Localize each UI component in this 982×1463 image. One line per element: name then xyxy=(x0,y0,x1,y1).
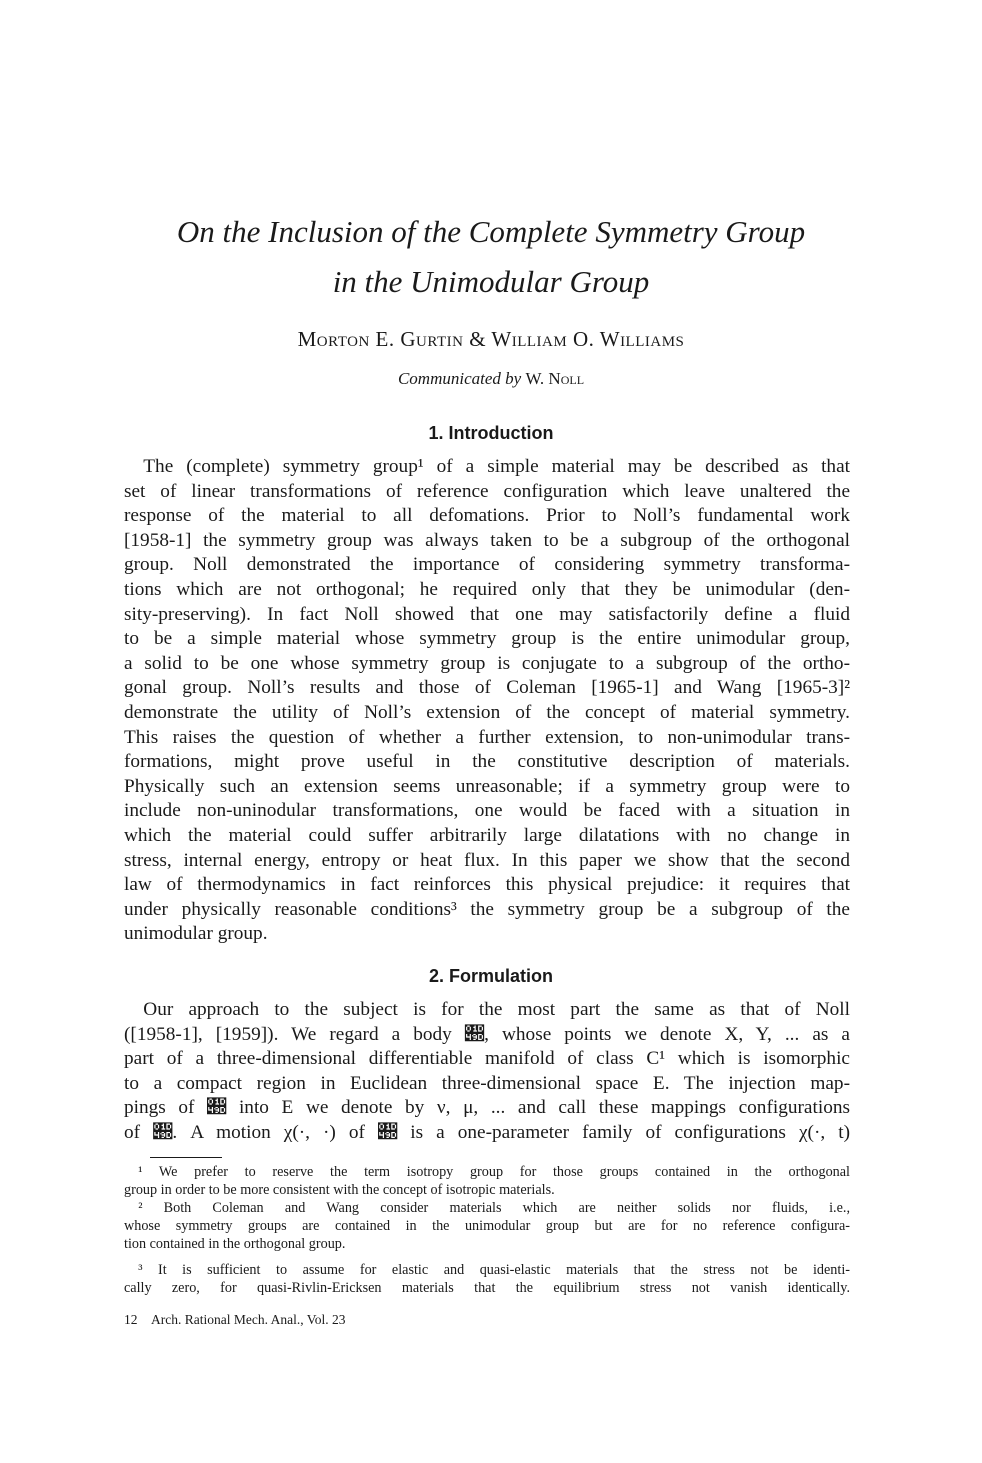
body-line: gonal group. Noll’s results and those of Coleman [1965-1] and Wang [1965-3]² xyxy=(124,677,850,699)
title-line-1: On the Inclusion of the Complete Symmetry Group xyxy=(176,214,806,249)
journal-footer: 12 Arch. Rational Mech. Anal., Vol. 23 xyxy=(124,1312,346,1327)
section-heading-introduction: 1. Introduction xyxy=(428,423,554,443)
body-line: under physically reasonable conditions³ the symmetry group be a subgroup of the xyxy=(124,898,850,920)
body-line: pings of 𝒝 into E we denote by ν, μ, ... and call these mappings configurations xyxy=(124,1097,850,1119)
authors: Morton E. Gurtin & William O. Williams xyxy=(297,327,685,351)
body-line: tions which are not orthogonal; he required only that they be unimodular (den- xyxy=(124,578,850,600)
footnote-line: cally zero, for quasi-Rivlin-Ericksen materials that the equilibrium stress not vanish identically. xyxy=(124,1280,850,1296)
body-line: to a compact region in Euclidean three-dimensional space E. The injection map- xyxy=(124,1072,850,1094)
footnote-line: group in order to be more consistent with the concept of isotropic materials. xyxy=(124,1182,555,1198)
body-line: Physically such an extension seems unreasonable; if a symmetry group were to xyxy=(124,775,850,797)
body-line: a solid to be one whose symmetry group is conjugate to a subgroup of the ortho- xyxy=(124,652,850,674)
body-line: set of linear transformations of reference configuration which leave unaltered the xyxy=(124,480,850,502)
body-line: which the material could suffer arbitrarily large dilatations with no change in xyxy=(124,824,850,846)
body-line: Our approach to the subject is for the most part the same as that of Noll xyxy=(124,999,850,1020)
footnote-separator xyxy=(150,1157,222,1158)
communicated-by xyxy=(100,369,882,389)
footnote-line: ³ It is sufficient to assume for elastic and quasi-elastic materials that the stress not be identi- xyxy=(124,1262,850,1278)
body-line: This raises the question of whether a further extension, to non-unimodular trans- xyxy=(124,726,850,748)
formulation-paragraph xyxy=(124,998,850,1146)
body-line: [1958-1] the symmetry group was always taken to be a subgroup of the orthogonal xyxy=(124,529,850,551)
title-line-2: in the Unimodular Group xyxy=(332,264,650,299)
footnote-2 xyxy=(124,1199,850,1253)
body-line: The (complete) symmetry group¹ of a simple material may be described as that xyxy=(124,456,850,477)
body-line: ([1958-1], [1959]). We regard a body 𝒝, whose points we denote X, Y, ... as a xyxy=(124,1023,850,1045)
body-line: formations, might prove useful in the constitutive description of materials. xyxy=(124,751,850,773)
introduction-paragraph xyxy=(124,455,850,947)
body-line: unimodular group. xyxy=(124,923,268,945)
footnote-line: whose symmetry groups are contained in the unimodular group but are for no reference configura- xyxy=(124,1218,850,1234)
communicated-prefix: Communicated by xyxy=(397,369,522,388)
body-line: of 𝒝. A motion χ(·, ·) of 𝒝 is a one-parameter family of configurations χ(·, t) xyxy=(124,1121,850,1143)
paper-title xyxy=(100,207,882,307)
communicator-name: W. Noll xyxy=(525,369,585,388)
footnote-line: tion contained in the orthogonal group. xyxy=(124,1236,346,1252)
body-line: demonstrate the utility of Noll’s extension of the concept of material symmetry. xyxy=(124,701,850,723)
footnote-1 xyxy=(124,1163,850,1199)
body-line: response of the material to all defomations. Prior to Noll’s fundamental work xyxy=(124,505,850,527)
body-line: law of thermodynamics in fact reinforces this physical prejudice: it requires that xyxy=(124,874,850,896)
section-heading-formulation: 2. Formulation xyxy=(428,966,553,986)
body-line: include non-uninodular transformations, one would be faced with a situation in xyxy=(124,800,850,822)
footnote-line: ¹ We prefer to reserve the term isotropy group for those groups contained in the orthogonal xyxy=(124,1164,850,1180)
body-line: group. Noll demonstrated the importance of considering symmetry transforma- xyxy=(124,554,850,576)
footnote-3 xyxy=(124,1261,850,1297)
footnote-line: ² Both Coleman and Wang consider materials which are neither solids nor fluids, i.e., xyxy=(124,1200,850,1216)
body-line: to be a simple material whose symmetry group is the entire unimodular group, xyxy=(124,628,850,650)
body-line: sity-preserving). In fact Noll showed that one may satisfactorily define a fluid xyxy=(124,603,850,625)
body-line: part of a three-dimensional differentiable manifold of class C¹ which is isomorphic xyxy=(124,1048,850,1070)
body-line: stress, internal energy, entropy or heat flux. In this paper we show that the second xyxy=(124,849,850,871)
